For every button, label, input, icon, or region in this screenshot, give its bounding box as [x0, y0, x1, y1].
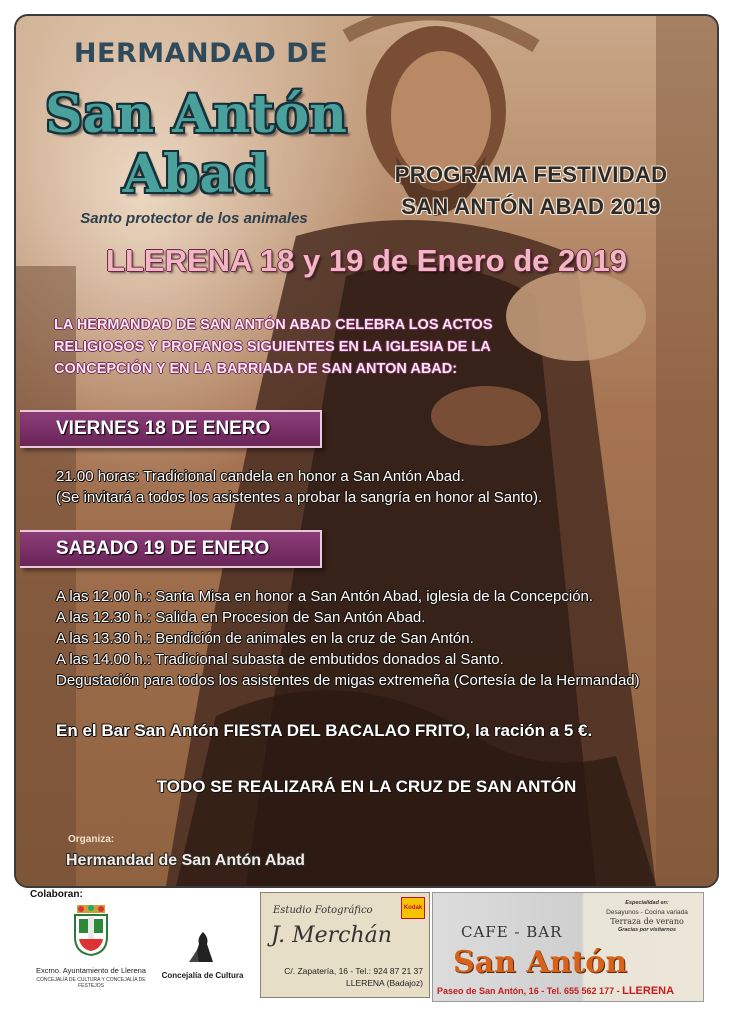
day2-item: A las 12.30 h.: Salida en Procesion de San Antón Abad.	[56, 609, 426, 626]
poster	[14, 14, 719, 888]
cafe-address-line	[437, 985, 699, 997]
day2-item: A las 14.00 h.: Tradicional subasta de embutidos donados al Santo.	[56, 651, 504, 668]
intro-text	[54, 314, 574, 380]
intro-line: LA HERMANDAD DE SAN ANTÓN ABAD CELEBRA LOS ACTOS	[54, 317, 493, 333]
cafe-specialty-block	[593, 899, 701, 935]
cafe-offer: Desayunos - Cocina variada	[606, 909, 688, 916]
day1-item: (Se invitará a todos los asistentes a probar la sangría en honor al Santo).	[56, 489, 543, 506]
merchan-photo-ad	[260, 892, 430, 998]
intro-line: RELIGIOSOS Y PROFANOS SIGUIENTES EN LA IGLESIA DE LA	[54, 339, 491, 355]
organizer-name: Hermandad de San Antón Abad	[66, 852, 305, 869]
studio-line: Estudio Fotográfico	[273, 905, 373, 916]
studio-address-block	[267, 965, 423, 989]
organiza-label: Organiza:	[68, 834, 115, 845]
kodak-logo-icon: Kodak	[401, 897, 425, 919]
cafe-address: Paseo de San Antón, 16 - Tel. 655 562 177 -	[437, 986, 620, 996]
cafe-city: LLERENA	[622, 985, 675, 997]
day2-item: A las 13.30 h.: Bendición de animales en la cruz de San Antón.	[56, 630, 474, 647]
day2-heading-band	[20, 530, 322, 568]
day1-item: 21.00 horas: Tradicional candela en honor a San Antón Abad.	[56, 468, 465, 485]
day1-heading: VIERNES 18 DE ENERO	[56, 418, 271, 439]
main-title-line1: San Antón	[45, 84, 347, 145]
day2-heading: SABADO 19 DE ENERO	[56, 538, 270, 559]
location-closing: TODO SE REALIZARÁ EN LA CRUZ DE SAN ANTÓN	[156, 777, 577, 796]
studio-address: C/. Zapatería, 16 - Tel.: 924 87 21 37	[284, 966, 423, 976]
program-title-line1: PROGRAMA FESTIVIDAD	[394, 162, 668, 187]
cafe-terrace: Terraza de verano	[610, 917, 684, 926]
cafe-bar-ad	[432, 892, 704, 1002]
concejalia-logo-icon	[183, 930, 223, 964]
cafe-name: San Antón	[453, 945, 628, 980]
concejalia-sponsor	[160, 930, 245, 990]
main-title-line2: Abad	[122, 144, 270, 205]
colaboran-label: Colaboran:	[30, 889, 83, 900]
subtitle: Santo protector de los animales	[80, 210, 308, 227]
concejalia-name: Concejalía de Cultura	[161, 971, 244, 980]
cafe-specialty: Especialidad en:	[625, 900, 669, 906]
ayuntamiento-sub: CONCEJALÍA DE CULTURA Y CONCEJALÍA DE FESTEJOS	[36, 977, 146, 989]
ayuntamiento-sponsor	[26, 905, 156, 1015]
ayuntamiento-name: Excmo. Ayuntamiento de Llerena	[36, 966, 146, 975]
coat-of-arms-icon	[71, 905, 111, 957]
cafe-label: CAFE - BAR	[461, 923, 563, 941]
hermandad-label: HERMANDAD DE	[73, 38, 329, 69]
cafe-thanks: Gracias por visitarnos	[617, 927, 677, 933]
studio-name: J. Merchán	[271, 923, 392, 948]
day2-item: Degustación para todos los asistentes de migas extremeña (Cortesía de la Hermandad)	[56, 672, 640, 689]
day1-heading-band	[20, 410, 322, 448]
intro-line: CONCEPCIÓN Y EN LA BARRIADA DE SAN ANTON ABAD:	[54, 361, 458, 377]
program-title-line2: SAN ANTÓN ABAD 2019	[401, 194, 661, 219]
studio-city: LLERENA (Badajoz)	[345, 978, 423, 988]
bacalao-highlight: En el Bar San Antón FIESTA DEL BACALAO FRITO, la ración a 5 €.	[56, 721, 593, 740]
event-date: LLERENA 18 y 19 de Enero de 2019	[106, 243, 627, 278]
day2-item: A las 12.00 h.: Santa Misa en honor a San Antón Abad, iglesia de la Concepción.	[56, 588, 594, 605]
